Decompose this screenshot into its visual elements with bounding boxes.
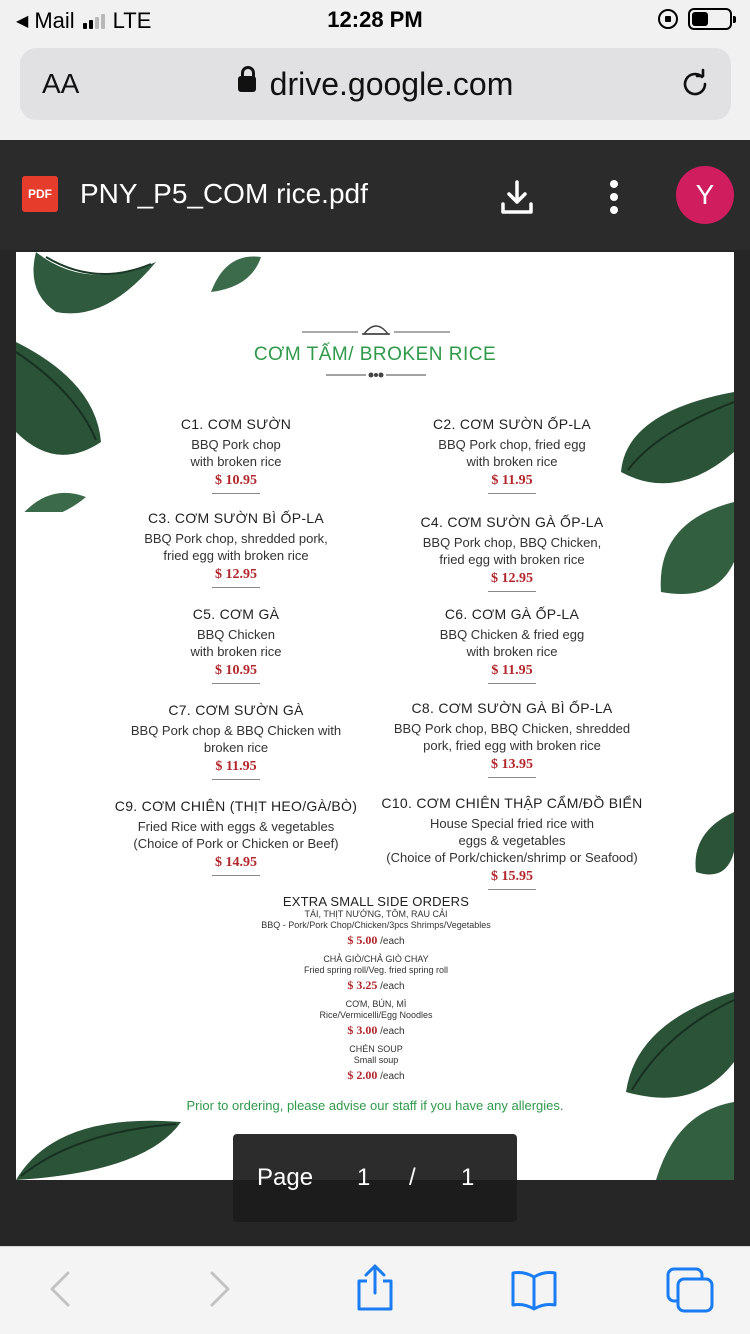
file-name: PNY_P5_COM rice.pdf — [80, 178, 368, 209]
pdf-viewer — [0, 140, 750, 1246]
pdf-file-icon: PDF — [22, 176, 58, 212]
leaf-decoration-icon — [616, 992, 734, 1180]
menu-item-c7 — [112, 702, 360, 780]
item-divider — [488, 889, 536, 890]
side-order-4: CHÉN SOUP Small soup $ 2.00 /each — [347, 1044, 405, 1082]
item-divider — [212, 683, 260, 684]
item-price: $ 14.95 — [215, 855, 257, 870]
menu-item-c3 — [116, 510, 356, 588]
side-orders-title: EXTRA SMALL SIDE ORDERS — [282, 894, 470, 909]
side-orders — [216, 894, 536, 1083]
page-label: Page — [257, 1164, 314, 1191]
item-description: BBQ Pork chop, fried egg with broken rice — [438, 437, 586, 469]
item-description: BBQ Chicken & fried egg with broken rice — [439, 627, 585, 659]
back-app-label: Mail — [34, 8, 75, 33]
menu-item-c10 — [372, 795, 652, 890]
menu-item-c8 — [382, 700, 642, 778]
item-divider — [488, 777, 536, 778]
item-name: C4. CƠM SƯỜN GÀ ỐP-LA — [420, 514, 604, 530]
item-description: BBQ Pork chop & BBQ Chicken with broken rice — [130, 723, 342, 755]
book-icon[interactable] — [510, 1267, 558, 1311]
item-name: C6. CƠM GÀ ỐP-LA — [444, 606, 580, 622]
item-description: Fried Rice with eggs & vegetables (Choice of Pork or Chicken or Beef) — [133, 819, 339, 851]
item-name: C8. CƠM SƯỜN GÀ BÌ ỐP-LA — [411, 700, 613, 716]
address-bar[interactable] — [20, 48, 731, 120]
item-divider — [212, 493, 260, 494]
menu-item-c2 — [392, 416, 632, 494]
item-description: BBQ Pork chop, BBQ Chicken, shredded pork, fried egg with broken rice — [393, 721, 631, 753]
avatar[interactable]: Y — [676, 166, 734, 224]
leaf-decoration-icon — [16, 252, 166, 332]
item-divider — [488, 591, 536, 592]
chevron-right-icon[interactable] — [196, 1267, 240, 1311]
item-price: $ 13.95 — [491, 757, 533, 772]
menu-item-c6 — [392, 606, 632, 684]
menu-item-c1 — [116, 416, 356, 494]
status-time: 12:28 PM — [327, 7, 423, 32]
item-price: $ 12.95 — [215, 567, 257, 582]
item-description: BBQ Pork chop with broken rice — [190, 437, 282, 469]
download-icon[interactable] — [500, 178, 534, 216]
item-divider — [488, 493, 536, 494]
item-divider — [488, 683, 536, 684]
side-price: $ 3.25 — [347, 978, 378, 992]
tabs-icon[interactable] — [666, 1267, 714, 1313]
leaf-decoration-icon — [206, 252, 266, 297]
item-name: C1. CƠM SƯỜN — [180, 416, 292, 432]
carrier-label: LTE — [112, 8, 152, 33]
menu-title: CƠM TẤM/ BROKEN RICE — [253, 344, 497, 365]
item-name: C2. CƠM SƯỜN ỐP-LA — [432, 416, 592, 432]
title-ornament-top — [302, 318, 450, 338]
page-separator: / — [409, 1164, 416, 1191]
side-order-1: TÁI, THỊT NƯỚNG, TÔM, RAU CẢI BBQ - Pork/Pork Chop/Chicken/3pcs Shrimps/Vegetables $ 5.00 /each — [261, 909, 491, 947]
item-description: House Special fried rice with eggs & vegetables (Choice of Pork/chicken/shrimp or Seafood) — [386, 816, 638, 865]
menu-item-c9 — [106, 798, 366, 876]
leaf-decoration-icon — [686, 812, 734, 892]
side-price: $ 2.00 — [347, 1068, 378, 1082]
item-price: $ 12.95 — [491, 571, 533, 586]
side-order-2: CHẢ GIÒ/CHẢ GIÒ CHAY Fried spring roll/Veg. fried spring roll $ 3.25 /each — [303, 954, 449, 992]
item-name: C5. CƠM GÀ — [192, 606, 280, 622]
item-name: C3. CƠM SƯỜN BÌ ỐP-LA — [147, 510, 325, 526]
url-display[interactable] — [20, 66, 731, 103]
page-current: 1 — [357, 1164, 371, 1191]
item-price: $ 10.95 — [215, 473, 257, 488]
allergy-note: Prior to ordering, please advise our staff if you have any allergies. — [186, 1098, 564, 1113]
status-bar — [0, 0, 750, 40]
reload-icon[interactable] — [679, 68, 711, 100]
item-price: $ 11.95 — [491, 663, 533, 678]
item-divider — [212, 779, 260, 780]
browser-address-area — [0, 40, 750, 140]
item-divider — [212, 587, 260, 588]
menu-item-c4 — [392, 514, 632, 592]
title-ornament-bottom — [326, 370, 426, 380]
item-price: $ 11.95 — [215, 759, 257, 774]
viewer-header — [0, 140, 750, 250]
side-price: $ 3.00 — [347, 1023, 378, 1037]
pdf-page[interactable] — [16, 252, 734, 1180]
back-to-app-icon: ◀ — [16, 13, 29, 30]
item-price: $ 11.95 — [491, 473, 533, 488]
item-description: BBQ Pork chop, BBQ Chicken, fried egg with broken rice — [422, 535, 602, 567]
item-description: BBQ Pork chop, shredded pork, fried egg with broken rice — [144, 531, 328, 563]
item-name: C9. CƠM CHIÊN (THỊT HEO/GÀ/BÒ) — [114, 798, 358, 814]
item-price: $ 10.95 — [215, 663, 257, 678]
chevron-left-icon[interactable] — [40, 1267, 84, 1311]
item-name: C10. CƠM CHIÊN THẬP CẨM/ĐỒ BIỂN — [381, 795, 643, 811]
lock-icon — [238, 76, 256, 92]
share-icon[interactable] — [353, 1263, 397, 1313]
menu-item-c5 — [116, 606, 356, 684]
status-right — [658, 8, 732, 30]
text-size-button[interactable]: AA — [42, 68, 80, 99]
leaf-decoration-icon — [16, 1102, 186, 1180]
side-order-3: CƠM, BÚN, MÌ Rice/Vermicelli/Egg Noodles $ 3.00 /each — [319, 999, 433, 1037]
url-text: drive.google.com — [269, 66, 514, 102]
item-name: C7. CƠM SƯỜN GÀ — [168, 702, 304, 718]
orientation-lock-icon — [658, 9, 678, 29]
page-indicator — [233, 1134, 517, 1222]
item-description: BBQ Chicken with broken rice — [190, 627, 282, 659]
leaf-decoration-icon — [616, 392, 734, 602]
more-vert-icon[interactable] — [604, 180, 624, 216]
page-total: 1 — [461, 1164, 475, 1191]
browser-toolbar — [0, 1246, 750, 1334]
item-divider — [212, 875, 260, 876]
item-price: $ 15.95 — [491, 869, 533, 884]
side-price: $ 5.00 — [347, 933, 378, 947]
battery-icon — [688, 8, 732, 30]
